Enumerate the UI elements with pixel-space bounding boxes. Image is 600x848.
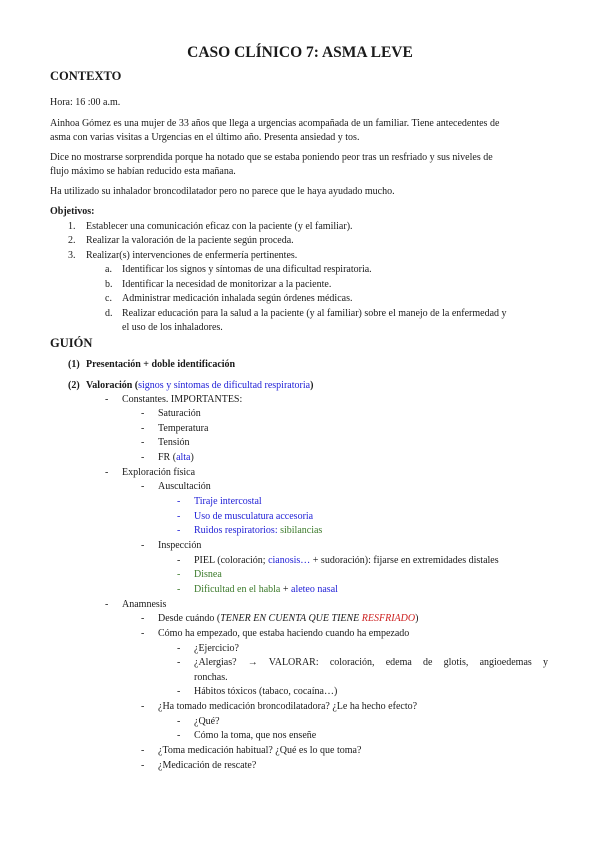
anamnesis-label: Anamnesis <box>122 599 167 610</box>
bullet-dash: - <box>177 716 181 727</box>
bullet-dash: - <box>141 540 145 551</box>
constante-fr <box>158 452 194 464</box>
fr-suffix: ) <box>190 452 194 463</box>
rescate-item: ¿Medicación de rescate? <box>158 760 257 771</box>
objective-number: 1. <box>68 221 76 232</box>
habla-plus: + <box>282 584 289 595</box>
bullet-dash: - <box>141 701 145 712</box>
bullet-dash: - <box>141 481 145 492</box>
bullet-dash: - <box>177 525 181 536</box>
desde-text-b: ) <box>415 613 419 624</box>
objetivos-heading: Objetivos: <box>50 206 95 217</box>
hora-text: Hora: 16 :00 a.m. <box>50 97 121 108</box>
constantes-label: Constantes. IMPORTANTES: <box>122 394 243 405</box>
subobjective-text: Administrar medicación inhalada según órdenes médicas. <box>122 293 353 304</box>
subobjective-letter: a. <box>105 264 112 275</box>
fr-note: alta <box>176 452 191 463</box>
ejercicio-item: ¿Ejercicio? <box>194 643 239 654</box>
disnea-item: Disnea <box>194 569 222 580</box>
bullet-dash: - <box>177 584 181 595</box>
auscultacion-item: Uso de musculatura accesoria <box>194 511 314 522</box>
bullet-dash: - <box>141 613 145 624</box>
contexto-heading: CONTEXTO <box>50 69 122 83</box>
subobjective-text: Realizar educación para la salud a la paciente (y al familiar) sobre el manejo de la enfermedad y <box>122 308 507 319</box>
auscultacion-label: Auscultación <box>158 481 211 492</box>
habla-item <box>194 584 338 596</box>
bullet-dash: - <box>177 686 181 697</box>
bullet-dash: - <box>177 555 181 566</box>
alergias-item: ¿Alergias? → VALORAR: coloración, edema de glotis, angioedemas y <box>194 657 548 668</box>
ruidos-label: Ruidos respiratorios: <box>194 525 278 536</box>
fr-prefix: FR ( <box>158 452 177 463</box>
medicacion-bronco-item: ¿Ha tomado medicación broncodilatadora? ¿Le ha hecho efecto? <box>158 701 418 712</box>
paragraph-line: Ainhoa Gómez es una mujer de 33 años que llega a urgencias acompañada de un familiar. Tiene antecedentes de <box>50 118 500 129</box>
subobjective-letter: b. <box>105 279 113 290</box>
bullet-dash: - <box>177 730 181 741</box>
paragraph-line: flujo máximo se habían reducido esta mañana. <box>50 166 236 177</box>
objective-number: 2. <box>68 235 76 246</box>
valoracion-close: ) <box>310 380 314 391</box>
piel-item <box>194 555 499 567</box>
valoracion-note: signos y síntomas de dificultad respiratoria <box>138 380 311 391</box>
guion-heading: GUIÓN <box>50 336 93 350</box>
habitos-item: Hábitos tóxicos (tabaco, cocaína…) <box>194 686 338 697</box>
bullet-dash: - <box>177 643 181 654</box>
bullet-dash: - <box>177 511 181 522</box>
desde-text-a: Desde cuándo ( <box>158 613 221 624</box>
subobjective-text: Identificar los signos y síntomas de una dificultad respiratoria. <box>122 264 372 275</box>
bullet-dash: - <box>105 394 109 405</box>
constante-item: Temperatura <box>158 423 209 434</box>
piel-cianosis: cianosis… <box>268 555 311 566</box>
bullet-dash: - <box>141 760 145 771</box>
section-valoracion <box>86 380 313 392</box>
bullet-dash: - <box>141 745 145 756</box>
bullet-dash: - <box>105 467 109 478</box>
bullet-dash: - <box>177 496 181 507</box>
section-presentacion: Presentación + doble identificación <box>86 359 236 370</box>
objective-text: Realizar(s) intervenciones de enfermería pertinentes. <box>86 250 298 261</box>
section-number: (2) <box>68 380 80 391</box>
paragraph-line: Dice no mostrarse sorprendida porque ha notado que se estaba poniendo peor tras un resfriado y sus niveles de <box>50 152 493 163</box>
bullet-dash: - <box>105 599 109 610</box>
auscultacion-item: Tiraje intercostal <box>194 496 262 507</box>
valoracion-label: Valoración ( <box>86 380 139 391</box>
piel-text-a: PIEL (coloración; <box>194 555 266 566</box>
subobjective-text: el uso de los inhaladores. <box>122 322 223 333</box>
aleteo-text: aleteo nasal <box>291 584 338 595</box>
como-item: Cómo ha empezado, que estaba haciendo cuando ha empezado <box>158 628 410 639</box>
que-item: ¿Qué? <box>194 716 220 727</box>
desde-resfriado: RESFRIADO <box>361 613 416 624</box>
bullet-dash: - <box>177 657 181 668</box>
subobjective-letter: c. <box>105 293 112 304</box>
inspeccion-label: Inspección <box>158 540 202 551</box>
section-number: (1) <box>68 359 80 370</box>
paragraph-line: asma con varias visitas a Urgencias en el último año. Presenta ansiedad y tos. <box>50 132 360 143</box>
bullet-dash: - <box>141 452 145 463</box>
bullet-dash: - <box>141 423 145 434</box>
alergias-item-cont: ronchas. <box>194 672 228 683</box>
bullet-dash: - <box>141 437 145 448</box>
objective-text: Realizar la valoración de la paciente según proceda. <box>86 235 294 246</box>
como-toma-item: Cómo la toma, que nos enseñe <box>194 730 317 741</box>
page-title: CASO CLÍNICO 7: ASMA LEVE <box>187 44 413 61</box>
bullet-dash: - <box>141 408 145 419</box>
subobjective-letter: d. <box>105 308 113 319</box>
objective-number: 3. <box>68 250 76 261</box>
desde-item <box>158 613 418 625</box>
ruidos-item <box>194 525 322 537</box>
habla-text: Dificultad en el habla <box>194 584 281 595</box>
piel-text-b: + sudoración): fijarse en extremidades distales <box>312 555 499 566</box>
exploracion-label: Exploración física <box>122 467 196 478</box>
objective-text: Establecer una comunicación eficaz con la paciente (y el familiar). <box>86 221 353 232</box>
constante-item: Tensión <box>158 437 190 448</box>
constante-item: Saturación <box>158 408 201 419</box>
paragraph-line: Ha utilizado su inhalador broncodilatador pero no parece que le haya ayudado mucho. <box>50 186 395 197</box>
habitual-item: ¿Toma medicación habitual? ¿Qué es lo que toma? <box>158 745 362 756</box>
desde-italic: TENER EN CUENTA QUE TIENE <box>220 613 360 624</box>
ruidos-value: sibilancias <box>280 525 323 536</box>
bullet-dash: - <box>177 569 181 580</box>
subobjective-text: Identificar la necesidad de monitorizar a la paciente. <box>122 279 332 290</box>
bullet-dash: - <box>141 628 145 639</box>
